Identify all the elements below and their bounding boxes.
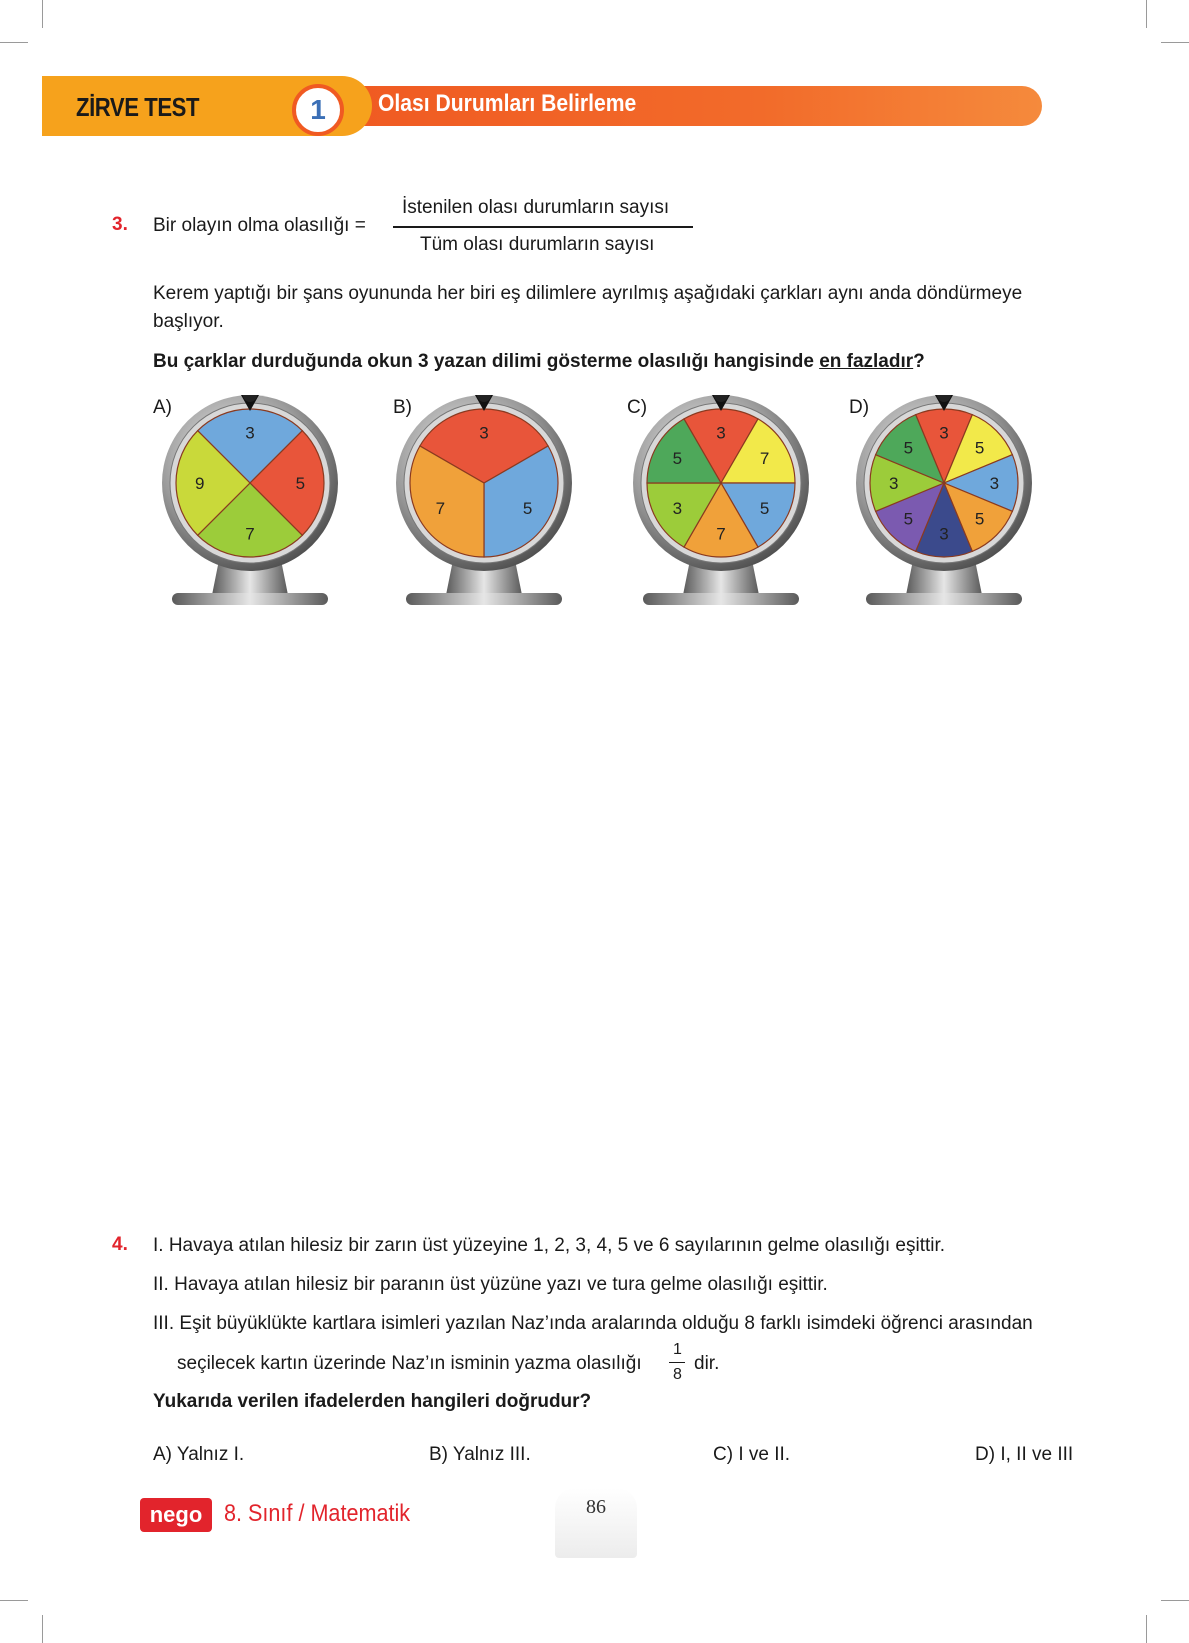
crop-mark: [0, 1600, 28, 1601]
wheel-slice-label: 3: [989, 474, 1000, 493]
answer-a[interactable]: A) Yalnız I.: [153, 1444, 245, 1465]
wheel-base: [172, 593, 328, 605]
statement-2: II. Havaya atılan hilesiz bir paranın üst yüzüne yazı ve tura gelme olasılığı eşittir.: [153, 1274, 828, 1295]
wheel-slice-label: 3: [939, 524, 949, 544]
test-title: ZİRVE TEST: [76, 92, 200, 122]
wheel-slice-label: 3: [888, 474, 899, 493]
question-prompt: Yukarıda verilen ifadelerden hangileri doğrudur?: [153, 1391, 592, 1412]
question-paragraph: Kerem yaptığı bir şans oyununda her biri eş dilimlere ayrılmış aşağıdaki çarkları aynı anda döndürmeye başlıyor.: [153, 283, 1023, 332]
wheel-slice-label: 7: [245, 524, 255, 544]
wheel-slice-label: 3: [245, 423, 255, 443]
answer-b[interactable]: B) Yalnız III.: [429, 1444, 531, 1465]
formula-numerator: İstenilen olası durumların sayısı: [402, 197, 670, 218]
wheel-slice-label: 3: [672, 499, 683, 519]
option-a-label[interactable]: A): [153, 397, 172, 418]
formula-left: Bir olayın olma olasılığı =: [153, 215, 366, 236]
wheel-slice-label: 7: [435, 499, 446, 519]
wheel-slice-label: 7: [716, 524, 726, 544]
option-b-label[interactable]: B): [393, 397, 412, 418]
spinner-wheel-d: [852, 395, 1036, 620]
wheel-slice-label: 5: [672, 448, 683, 468]
option-c-label[interactable]: C): [627, 397, 648, 418]
wheel-slice-label: 5: [903, 438, 914, 458]
question-prompt-text: Bu çarklar durduğunda okun 3 yazan dilimi gösterme olasılığı hangisinde: [153, 351, 820, 372]
option-d-label[interactable]: D): [849, 397, 870, 418]
wheel-slice-label: 3: [479, 423, 489, 443]
crop-mark: [1146, 1615, 1147, 1643]
crop-mark: [1161, 1600, 1189, 1601]
wheel-slice-label: 7: [759, 448, 770, 468]
wheel-slice-label: 9: [194, 474, 205, 493]
fraction-denominator: 8: [673, 1366, 682, 1383]
spinner-wheel-b: [392, 395, 576, 620]
wheel-slice-label: 3: [716, 423, 726, 443]
question-mark: ?: [913, 351, 925, 372]
question-emphasis: en fazladır: [819, 351, 914, 372]
publisher-logo: nego: [140, 1498, 212, 1532]
wheel-slice-label: 5: [522, 499, 533, 519]
question-prompt: [153, 348, 1093, 376]
footer-subject: 8. Sınıf / Matematik: [224, 1500, 411, 1527]
fraction-line: [393, 226, 693, 228]
test-number-badge: 1: [292, 84, 344, 136]
fraction-numerator: 1: [673, 1341, 682, 1358]
wheel-slice-label: 5: [974, 438, 985, 458]
wheel-base: [406, 593, 562, 605]
wheel-slice-label: 5: [295, 474, 306, 493]
crop-mark: [1146, 0, 1147, 28]
statement-3: III. Eşit büyüklükte kartlara isimleri yazılan Naz’ında aralarında olduğu 8 farklı isimdeki öğrenci arasından: [153, 1313, 1033, 1334]
wheel-slice-label: 5: [759, 499, 770, 519]
formula-denominator: Tüm olası durumların sayısı: [420, 234, 655, 255]
wheel-slice-label: 5: [903, 509, 914, 529]
crop-mark: [42, 0, 43, 28]
crop-mark: [1161, 42, 1189, 43]
topic-title: Olası Durumları Belirleme: [378, 90, 637, 117]
statement-3-continued: seçilecek kartın üzerinde Naz’ın isminin yazma olasılığı: [177, 1353, 642, 1374]
wheel-base: [643, 593, 799, 605]
page-number: 86: [586, 1496, 606, 1518]
answer-c[interactable]: C) I ve II.: [713, 1444, 791, 1465]
answer-d[interactable]: D) I, II ve III: [975, 1444, 1074, 1465]
crop-mark: [42, 1615, 43, 1643]
wheel-base: [866, 593, 1022, 605]
wheel-slice-label: 3: [939, 423, 949, 443]
wheel-slice-label: 5: [974, 509, 985, 529]
question-number: 4.: [112, 1234, 128, 1255]
question-number: 3.: [112, 214, 128, 235]
crop-mark: [0, 42, 28, 43]
spinner-wheel-a: [158, 395, 342, 620]
statement-3-end: dir.: [694, 1353, 720, 1374]
test-header: [42, 72, 1042, 138]
spinner-wheel-c: [629, 395, 813, 620]
statement-1: I. Havaya atılan hilesiz bir zarın üst yüzeyine 1, 2, 3, 4, 5 ve 6 sayılarının gelme olasılığı eşittir.: [153, 1235, 946, 1256]
